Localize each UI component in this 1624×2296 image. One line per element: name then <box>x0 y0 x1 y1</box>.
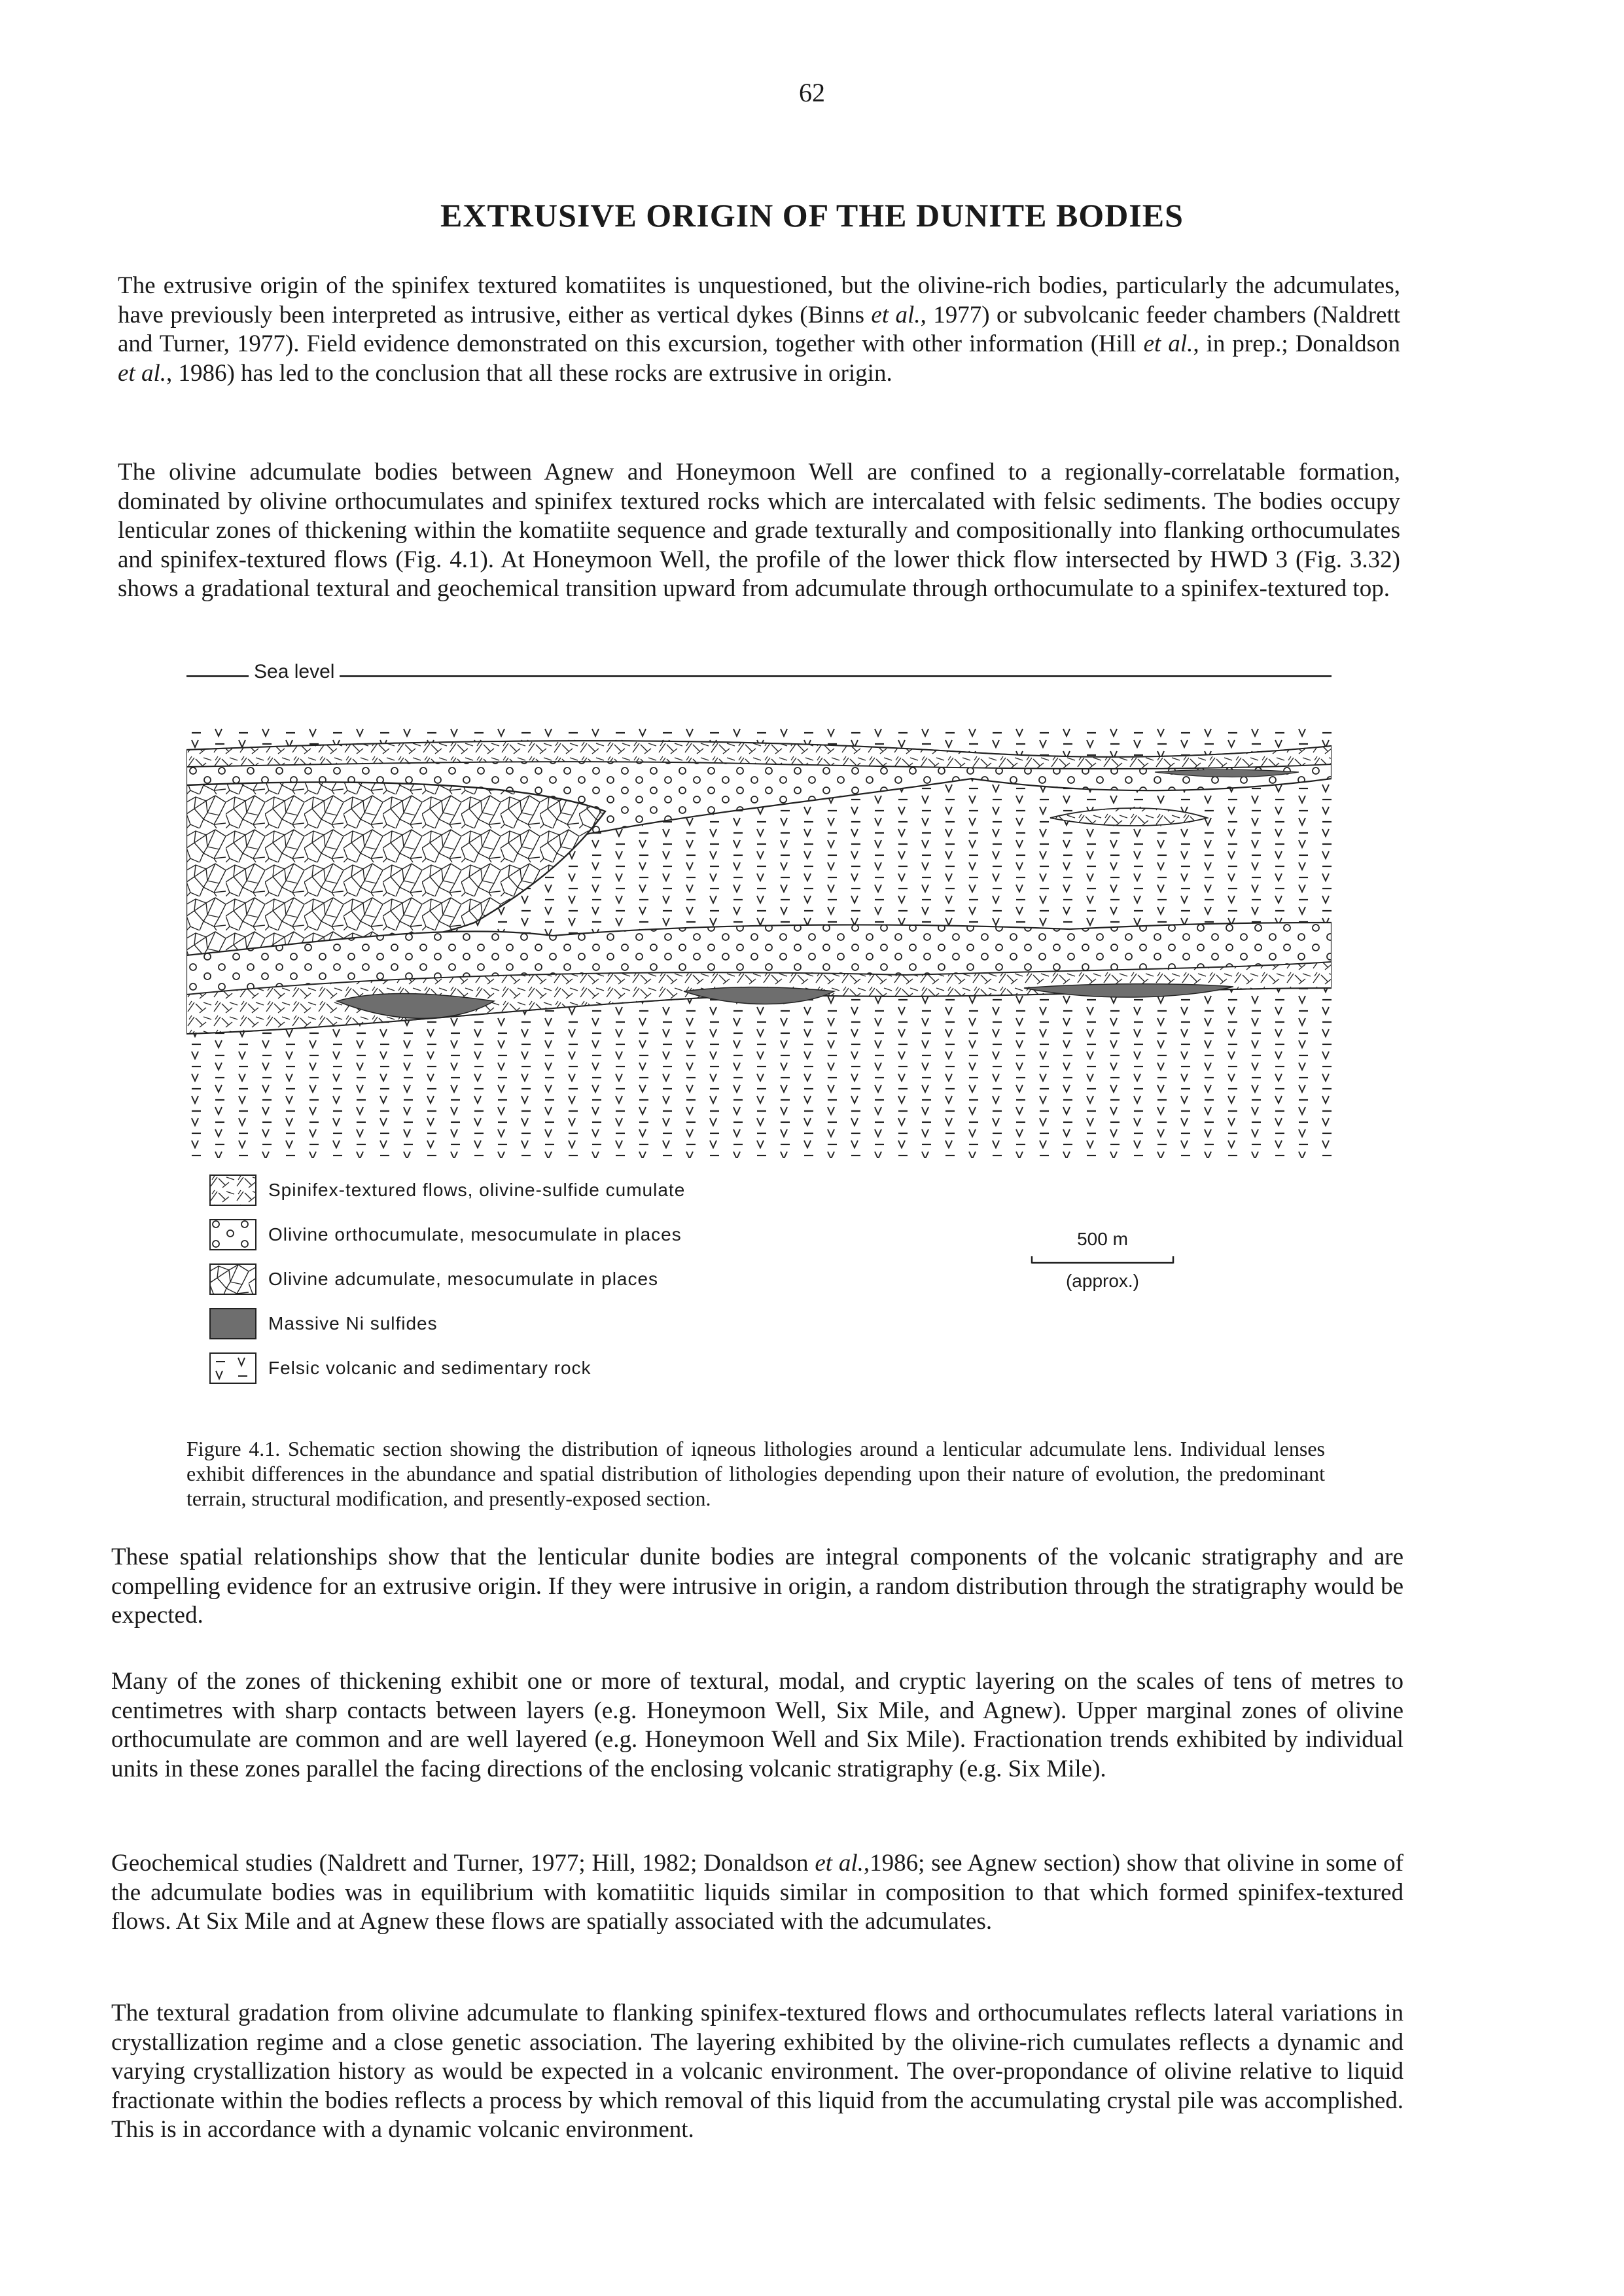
paragraph-spatial-relationships: These spatial relationships show that the lenticular dunite bodies are integral components of the volcanic stratigraphy and are compelling evidence for an extrusive origin. If they were intrusive in origin, a random distribution through the stratigraphy would be expected. <box>111 1544 1403 1629</box>
geologic-cross-section <box>186 726 1332 1158</box>
paragraph-adcumulate-bodies: The olivine adcumulate bodies between Agnew and Honeymoon Well are confined to a regionally-correlatable formation, dominated by olivine orthocumulates and spinifex textured rocks which are intercalated with felsic sediments. The bodies occupy lenticular zones of thickening within the komatiite sequence and grade texturally and compositionally into flanking orthocumulates and spinifex-textured flows (Fig. 4.1). At Honeymoon Well, the profile of the lower thick flow intersected by HWD 3 (Fig. 3.32) shows a gradational textural and geochemical transition upward from adcumulate through orthocumulate to a spinifex-textured top. <box>118 459 1400 602</box>
figure-caption: Figure 4.1. Schematic section showing the distribution of iqneous lithologies around a lenticular adcumulate lens. Individual lenses exhibit differences in the abundance and spatial distribution of lithologies depending upon their nature of evolution, the predominant terrain, structural modification, and presently-exposed section. <box>186 1437 1325 1510</box>
legend-label-adcumulate: Olivine adcumulate, mesocumulate in places <box>268 1269 659 1289</box>
legend-item-adcumulate <box>209 1263 798 1296</box>
legend-item-felsic <box>209 1352 798 1385</box>
paragraph-extrusive-origin: The extrusive origin of the spinifex textured komatiites is unquestioned, but the olivine-rich bodies, particularly the adcumulates, have previously been interpreted as intrusive, either as vertical dykes (Binns et al., 1977) or subvolcanic feeder chambers (Naldrett and Turner, 1977). Field evidence demonstrated on this excursion, together with other information (Hill et al., in prep.; Donaldson et al., 1986) has led to the conclusion that all these rocks are extrusive in origin. <box>118 272 1401 387</box>
paragraph-geochemical: Geochemical studies (Naldrett and Turner, 1977; Hill, 1982; Donaldson et al.,1986; see Agnew section) show that olivine in some of the adcumulate bodies was in equilibrium with komatiitic liquids similar in composition to that which formed spinifex-textured flows. At Six Mile and at Agnew these flows are spatially associated with the adcumulates. <box>111 1850 1403 1935</box>
legend-label-sulfide: Massive Ni sulfides <box>268 1313 438 1333</box>
scale-bar <box>1031 1229 1174 1301</box>
legend-label-felsic: Felsic volcanic and sedimentary rock <box>268 1358 591 1378</box>
legend-label-spinifex: Spinifex-textured flows, olivine-sulfide cumulate <box>268 1180 686 1200</box>
scale-value: 500 m <box>1077 1229 1128 1249</box>
scale-note: (approx.) <box>1065 1271 1140 1291</box>
paragraph-layering: Many of the zones of thickening exhibit one or more of textural, modal, and cryptic layering on the scales of tens of metres to centimetres with sharp contacts between layers (e.g. Honeymoon Well, Six Mile, and Agnew). Upper marginal zones of olivine orthocumulate are common and are well layered (e.g. Honeymoon Well and Six Mile). Fractionation trends exhibited by individual units in these zones parallel the facing directions of the enclosing volcanic stratigraphy (e.g. Six Mile). <box>111 1668 1403 1782</box>
legend-item-spinifex <box>209 1174 798 1207</box>
section-title: EXTRUSIVE ORIGIN OF THE DUNITE BODIES <box>440 197 1184 234</box>
legend-label-orthocumulate: Olivine orthocumulate, mesocumulate in places <box>268 1224 682 1245</box>
paragraph-textural-gradation: The textural gradation from olivine adcumulate to flanking spinifex-textured flows and orthocumulates reflects lateral variations in crystallization regime and a close genetic association. The layering exhibited by the olivine-rich cumulates reflects a dynamic and varying crystallization history as would be expected in a volcanic environment. The over-propondance of olivine relative to liquid fractionate within the bodies reflects a process by which removal of this liquid from the accumulating crystal pile was accomplished. This is in accordance with a dynamic volcanic environment. <box>111 2000 1403 2143</box>
legend-item-sulfide <box>209 1308 798 1341</box>
sea-level-line <box>186 661 1332 687</box>
scale-bar-line <box>1031 1255 1174 1264</box>
legend-item-orthocumulate <box>209 1219 798 1252</box>
sea-level-label: Sea level <box>249 661 340 683</box>
page-number: 62 <box>799 78 825 107</box>
